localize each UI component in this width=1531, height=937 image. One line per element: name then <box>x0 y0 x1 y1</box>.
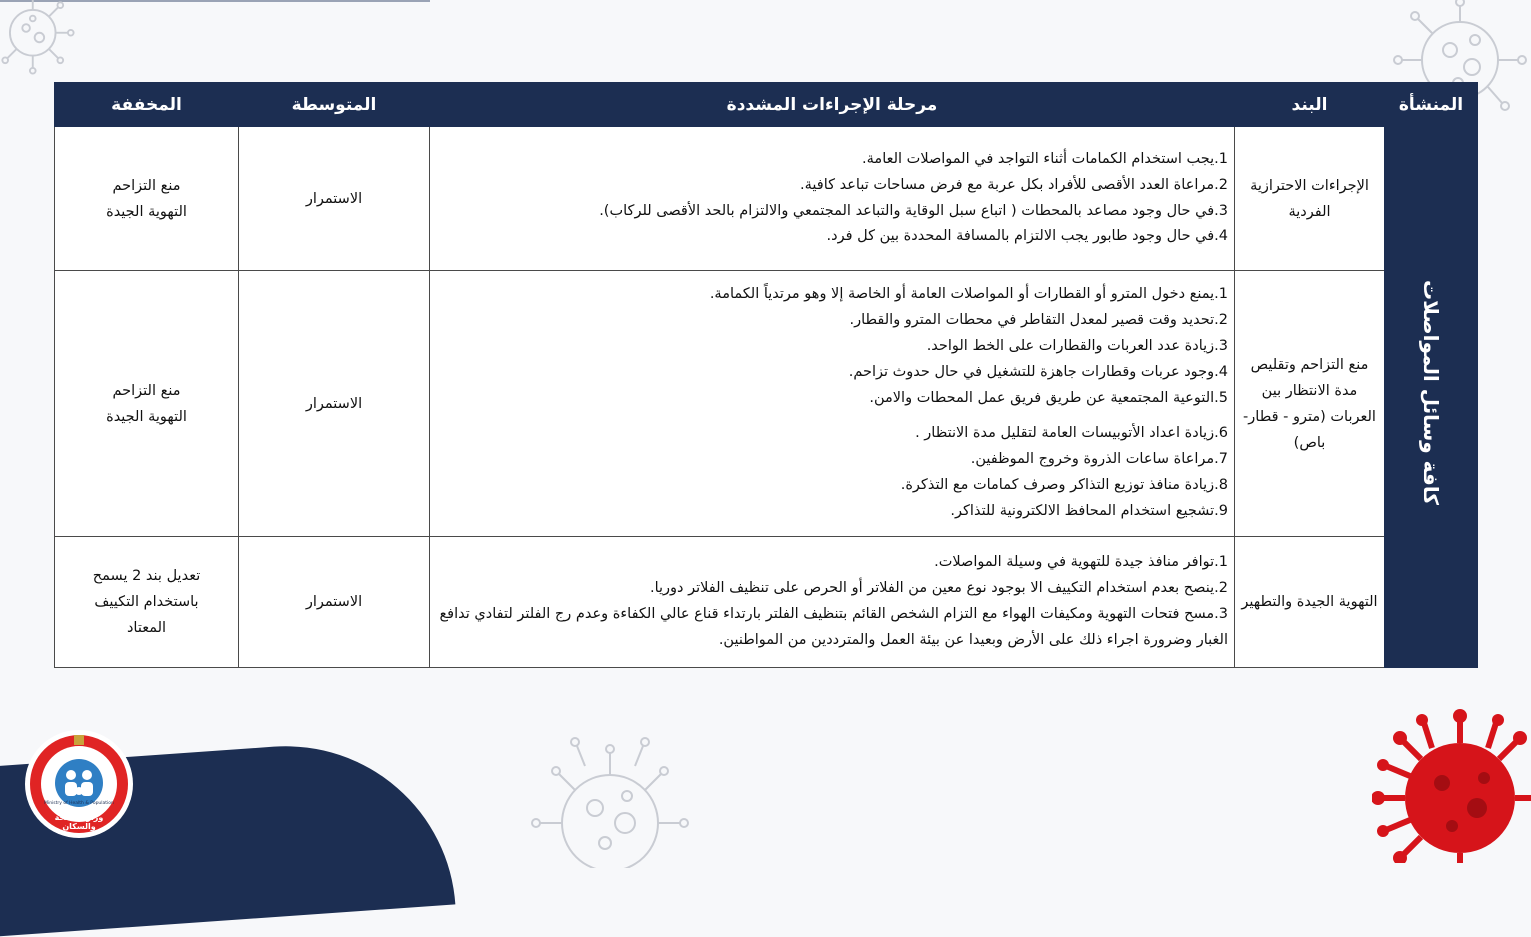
item-cell: الإجراءات الاحترازية الفردية <box>1235 127 1385 271</box>
light-line: منع التزاحم <box>112 382 181 399</box>
measures-table <box>54 82 1477 665</box>
procedure-item: 1.يجب استخدام الكمامات أثناء التواجد في المواصلات العامة. <box>862 150 1228 167</box>
medium-cell: الاستمرار <box>239 127 430 271</box>
logo-text: وزارة الصحة والسكان <box>54 813 104 831</box>
light-cell <box>55 127 239 271</box>
procedures-cell <box>430 127 1235 271</box>
site-cell <box>1385 127 1478 668</box>
table-row <box>55 127 1478 271</box>
procedures-cell <box>430 271 1235 537</box>
light-cell <box>55 271 239 537</box>
header-site: المنشأة <box>1385 83 1478 127</box>
virus-outline-icon <box>0 0 85 85</box>
procedure-item: 2.تحديد وقت قصير لمعدل التقاطر في محطات المترو والقطار. <box>849 312 1228 329</box>
table-row <box>55 271 1478 537</box>
header-strict-phase: مرحلة الإجراءات المشددة <box>430 83 1235 127</box>
header-item: البند <box>1235 83 1385 127</box>
procedure-item: 6.زيادة اعداد الأتوبيسات العامة لتقليل مدة الانتظار . <box>915 425 1228 442</box>
procedure-item: 3.في حال وجود مصاعد بالمحطات ( اتباع سبل الوقاية والتباعد المجتمعي والالتزام بالحد الأقصى للركاب). <box>599 202 1228 219</box>
light-line: منع التزاحم <box>112 177 181 194</box>
procedure-item: 2.مراعاة العدد الأقصى للأفراد بكل عربة مع فرض مساحات تباعد كافية. <box>800 176 1228 193</box>
virus-outline-icon <box>515 728 705 868</box>
procedures-cell <box>430 537 1235 668</box>
item-cell: منع التزاحم وتقليص مدة الانتظار بين العربات (مترو - قطار- باص) <box>1235 271 1385 537</box>
item-cell: التهوية الجيدة والتطهير <box>1235 537 1385 668</box>
light-line: التهوية الجيدة <box>106 203 187 220</box>
light-cell: تعديل بند 2 يسمح باستخدام التكييف المعتاد <box>55 537 239 668</box>
logo-subtext: Ministry of Health & Population <box>44 801 114 806</box>
procedure-item: 3.زيادة عدد العربات والقطارات على الخط الواحد. <box>926 338 1228 354</box>
table-header-row <box>55 83 1478 127</box>
header-light-phase: المخففة <box>55 83 239 127</box>
procedure-item: 4.في حال وجود طابور يجب الالتزام بالمسافة المحددة بين كل فرد. <box>826 228 1228 245</box>
medium-cell: الاستمرار <box>239 537 430 668</box>
procedure-item: 1.يمنع دخول المترو أو القطارات أو المواصلات العامة أو الخاصة إلا وهو مرتدياً الكمامة. <box>709 286 1228 303</box>
procedure-item: 9.تشجيع استخدام المحافظ الالكترونية للتذاكر. <box>950 502 1228 519</box>
table-row <box>55 537 1478 668</box>
red-virus-icon <box>1372 708 1531 863</box>
procedure-item: 5.التوعية المجتمعية عن طريق فريق عمل المحطات والامن. <box>869 389 1228 406</box>
procedure-item: 3.مسح فتحات التهوية ومكيفات الهواء مع التزام الشخص القائم بتنظيف الفلتر بارتداء قناع عالي الكفاءة وعدم رج الفلتر لتفادي تدافع الغبار وضرورة اجراء ذلك على الأرض وبعيدا عن بيئة العمل والمترددين من المواطنين. <box>439 606 1228 648</box>
header-medium-phase: المتوسطة <box>239 83 430 127</box>
procedure-item: 1.توافر منافذ جيدة للتهوية في وسيلة المواصلات. <box>934 554 1228 571</box>
light-line: التهوية الجيدة <box>106 408 187 425</box>
site-label: كافة وسائل المواصلات <box>1419 279 1443 506</box>
procedure-item: 4.وجود عربات وقطارات جاهزة للتشغيل في حال حدوث تزاحم. <box>848 363 1228 380</box>
procedure-item: 2.ينصح بعدم استخدام التكييف الا بوجود نوع معين من الفلاتر أو الحرص على تنظيف الفلاتر دوريا. <box>649 580 1228 597</box>
medium-cell: الاستمرار <box>239 271 430 537</box>
ministry-logo <box>30 735 128 833</box>
procedure-item: 7.مراعاة ساعات الذروة وخروج الموظفين. <box>970 451 1228 468</box>
procedure-item: 8.زيادة منافذ توزيع التذاكر وصرف كمامات مع التذكرة. <box>900 476 1228 493</box>
